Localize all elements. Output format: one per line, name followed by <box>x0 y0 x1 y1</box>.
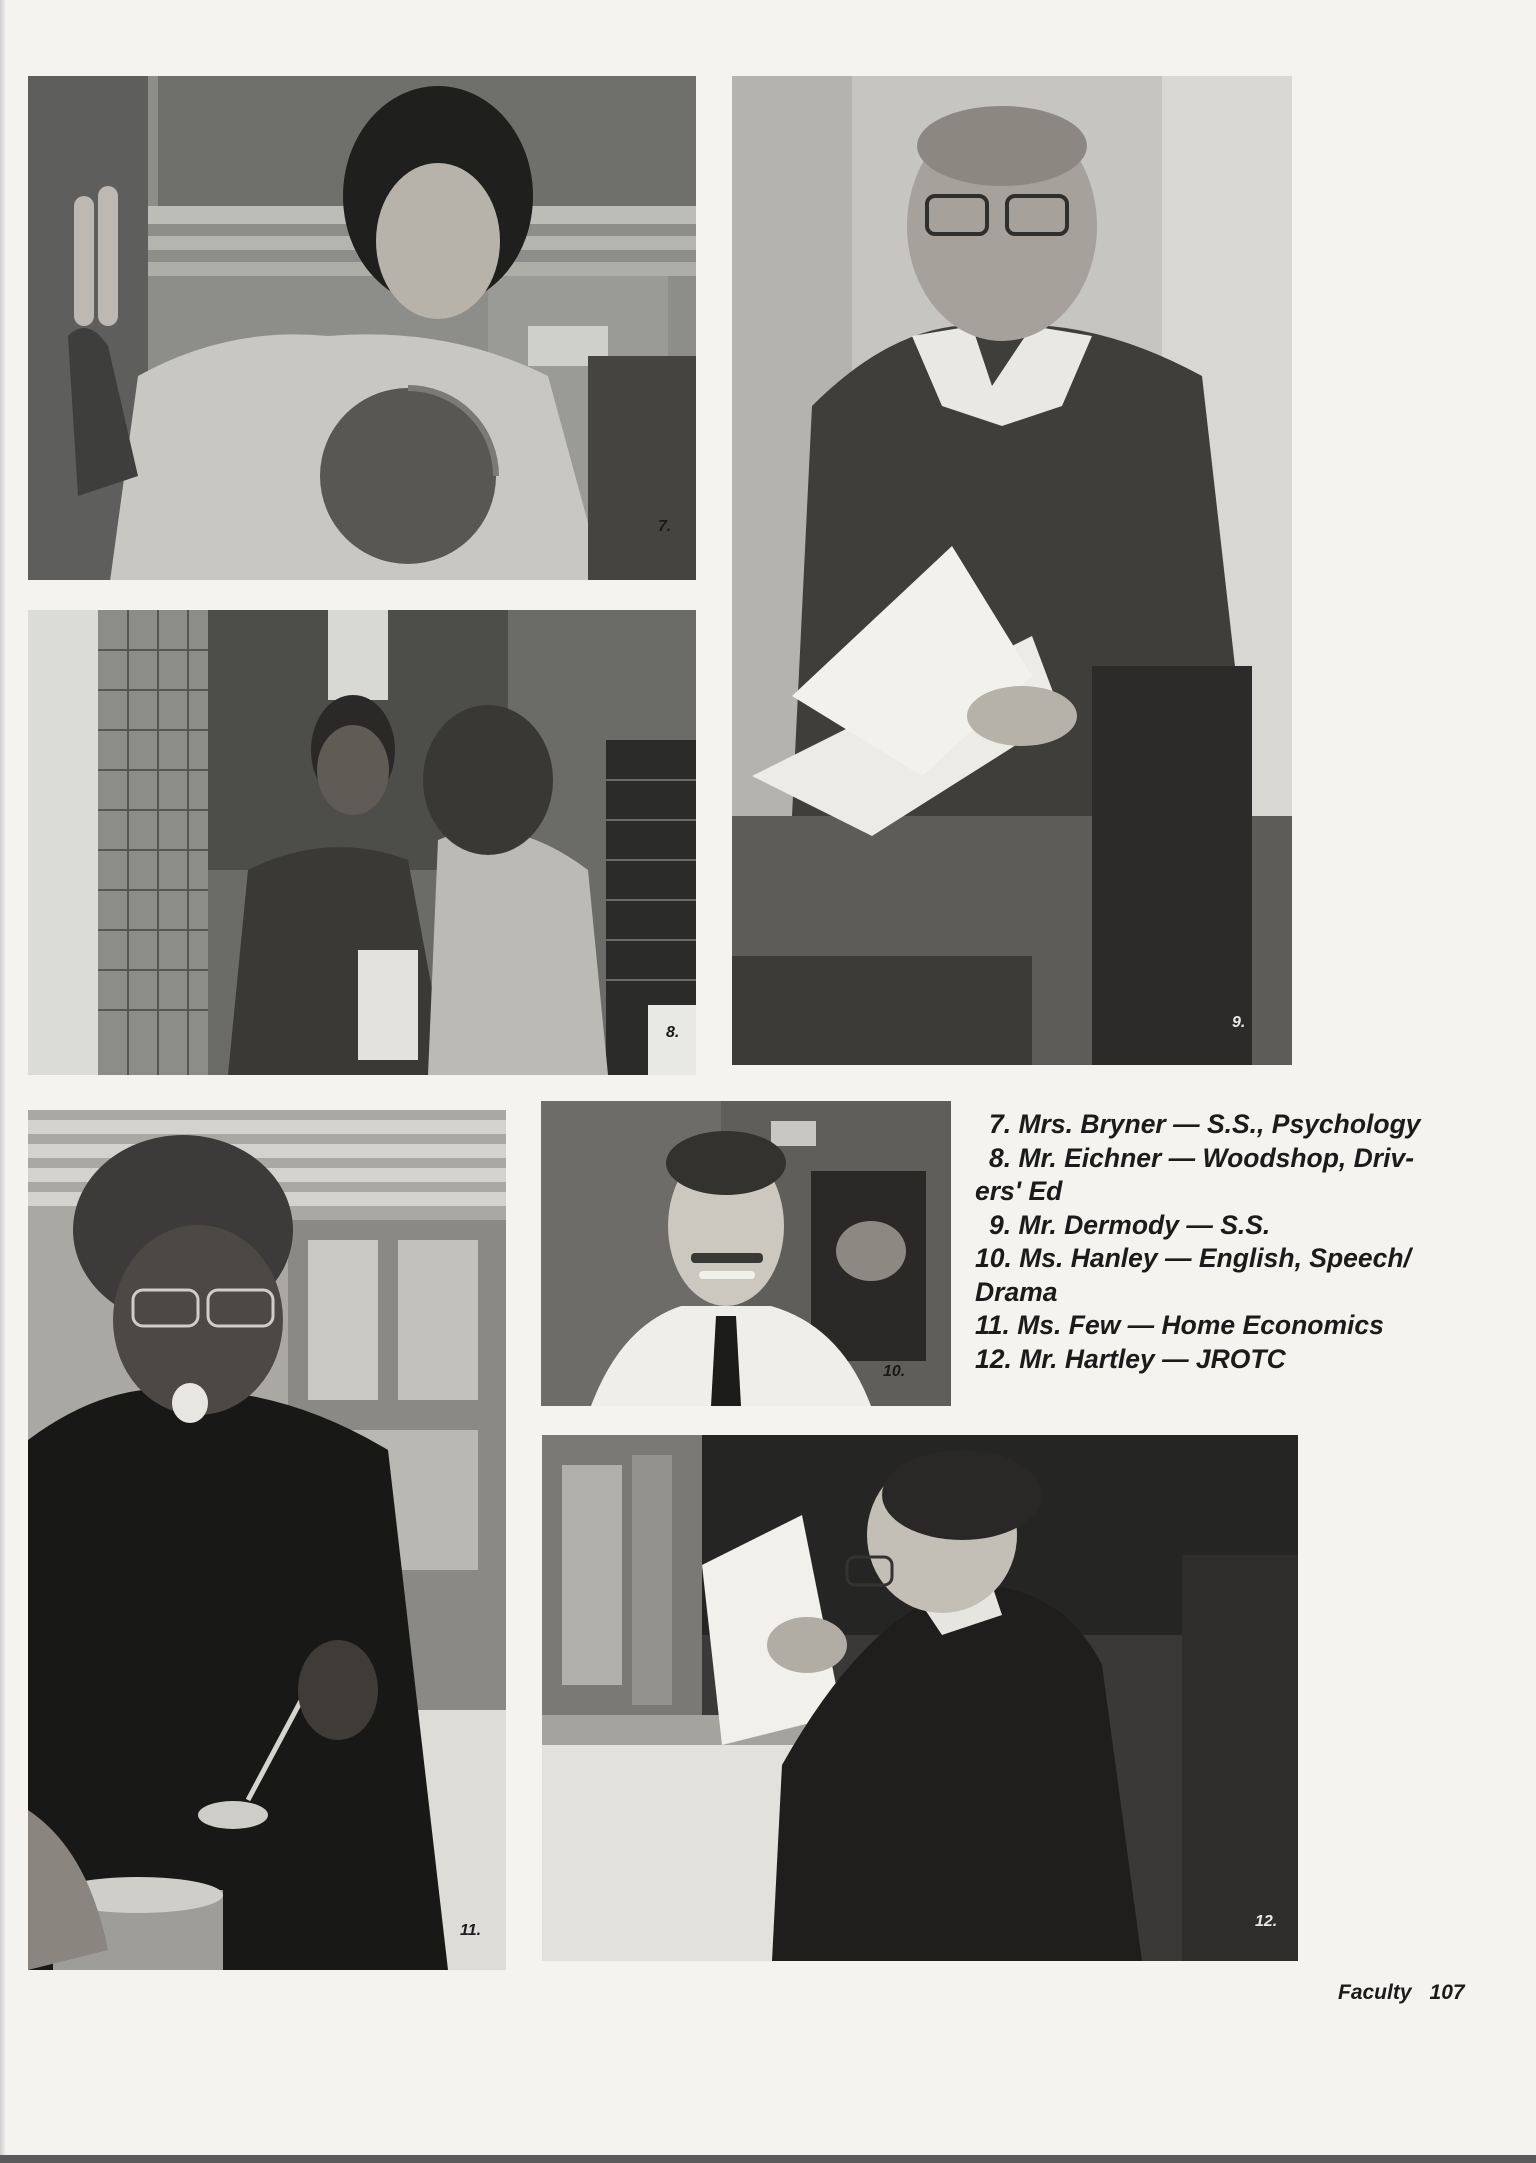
caption-12: 12. Mr. Hartley — JROTC <box>975 1343 1286 1374</box>
photo-11-image <box>28 1110 506 1970</box>
photo-10-image <box>541 1101 951 1406</box>
photo-captions <box>975 1108 1445 1376</box>
caption-11: 11. Ms. Few — Home Economics <box>975 1310 1384 1340</box>
photo-7-image <box>28 76 696 580</box>
photo-number: 12. <box>1255 1913 1278 1930</box>
photo-number: 10. <box>883 1363 906 1380</box>
page-footer <box>1338 1981 1465 2005</box>
photo-10 <box>541 1101 951 1406</box>
photo-9 <box>732 76 1292 1065</box>
bottom-edge <box>0 2155 1536 2163</box>
photo-12 <box>542 1435 1298 1961</box>
photo-12-image <box>542 1435 1298 1961</box>
caption-9: 9. Mr. Dermody — S.S. <box>989 1209 1271 1240</box>
caption-8: 8. Mr. Eichner — Woodshop, Driv- <box>989 1142 1415 1173</box>
page-number: 107 <box>1429 1981 1465 2004</box>
photo-number: 9. <box>1232 1014 1246 1031</box>
caption-8-cont: ers' Ed <box>975 1176 1063 1206</box>
photo-8 <box>28 610 696 1075</box>
photo-11 <box>28 1110 506 1970</box>
photo-7 <box>28 76 696 580</box>
photo-number: 11. <box>460 1922 482 1939</box>
caption-10: 10. Ms. Hanley — English, Speech/ <box>975 1243 1411 1273</box>
section-label: Faculty <box>1338 1981 1412 2004</box>
page-edge <box>0 0 6 2163</box>
photo-number: 7. <box>658 518 672 535</box>
photo-9-image <box>732 76 1292 1065</box>
photo-8-image <box>28 610 696 1075</box>
caption-10-cont: Drama <box>975 1276 1058 1307</box>
caption-7: 7. Mrs. Bryner — S.S., Psychology <box>989 1109 1421 1139</box>
photo-number: 8. <box>666 1024 680 1041</box>
